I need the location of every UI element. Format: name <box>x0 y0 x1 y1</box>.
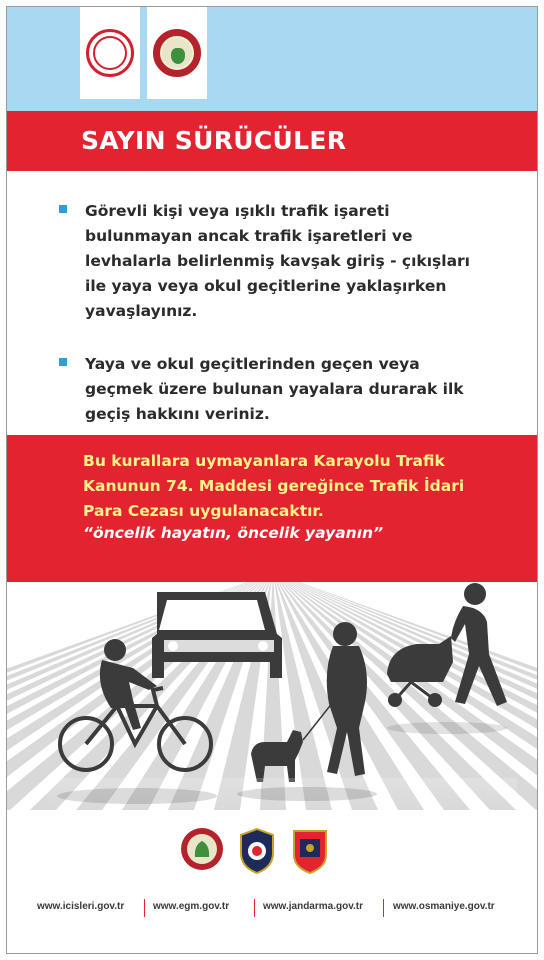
link-divider <box>383 899 384 917</box>
footer-links <box>7 901 537 921</box>
link-jandarma[interactable]: www.jandarma.gov.tr <box>263 901 364 912</box>
title-band <box>7 111 537 171</box>
logo-box-governorship <box>147 7 207 99</box>
osmaniye-governorship-seal-icon <box>180 827 224 871</box>
police-badge-icon <box>237 827 277 875</box>
penalty-text: Bu kurallara uymayanlara Karayolu Trafik Kanunun 74. Maddesi gereğince Trafik İdari Para Cezası uygulanacaktır. <box>83 452 465 520</box>
penalty-notice <box>7 435 537 582</box>
link-egm[interactable]: www.egm.gov.tr <box>153 901 230 912</box>
rule-item <box>59 199 499 324</box>
crosswalk-scene-image <box>7 582 538 810</box>
rules-list <box>7 171 537 435</box>
rule-text: Yaya ve okul geçitlerinden geçen veya geçmek üzere bulunan yayalara durarak ilk geçiş hakkını veriniz. <box>85 355 464 423</box>
header-band <box>7 7 537 111</box>
logo-box-interior <box>80 7 140 99</box>
square-bullet-icon <box>59 205 67 213</box>
rule-item <box>59 352 499 427</box>
footer-logos <box>7 827 537 883</box>
square-bullet-icon <box>59 358 67 366</box>
link-divider <box>254 899 255 917</box>
motto: “öncelik hayatın, öncelik yayanın” <box>83 524 384 542</box>
page-title: SAYIN SÜRÜCÜLER <box>81 126 347 155</box>
interior-ministry-seal-icon <box>86 29 134 77</box>
poster <box>6 6 538 954</box>
gendarmerie-shield-icon <box>290 827 330 875</box>
link-icisleri[interactable]: www.icisleri.gov.tr <box>37 901 125 912</box>
crosswalk-illustration <box>7 582 537 810</box>
rule-text: Görevli kişi veya ışıklı trafik işareti bulunmayan ancak trafik işaretleri ve levhalarla belirlenmiş kavşak giriş - çıkışları ile yaya veya okul geçitlerine yaklaşırken yavaşlayınız. <box>85 202 470 320</box>
link-divider <box>144 899 145 917</box>
link-osmaniye[interactable]: www.osmaniye.gov.tr <box>393 901 495 912</box>
osmaniye-governorship-seal-icon <box>153 29 201 77</box>
